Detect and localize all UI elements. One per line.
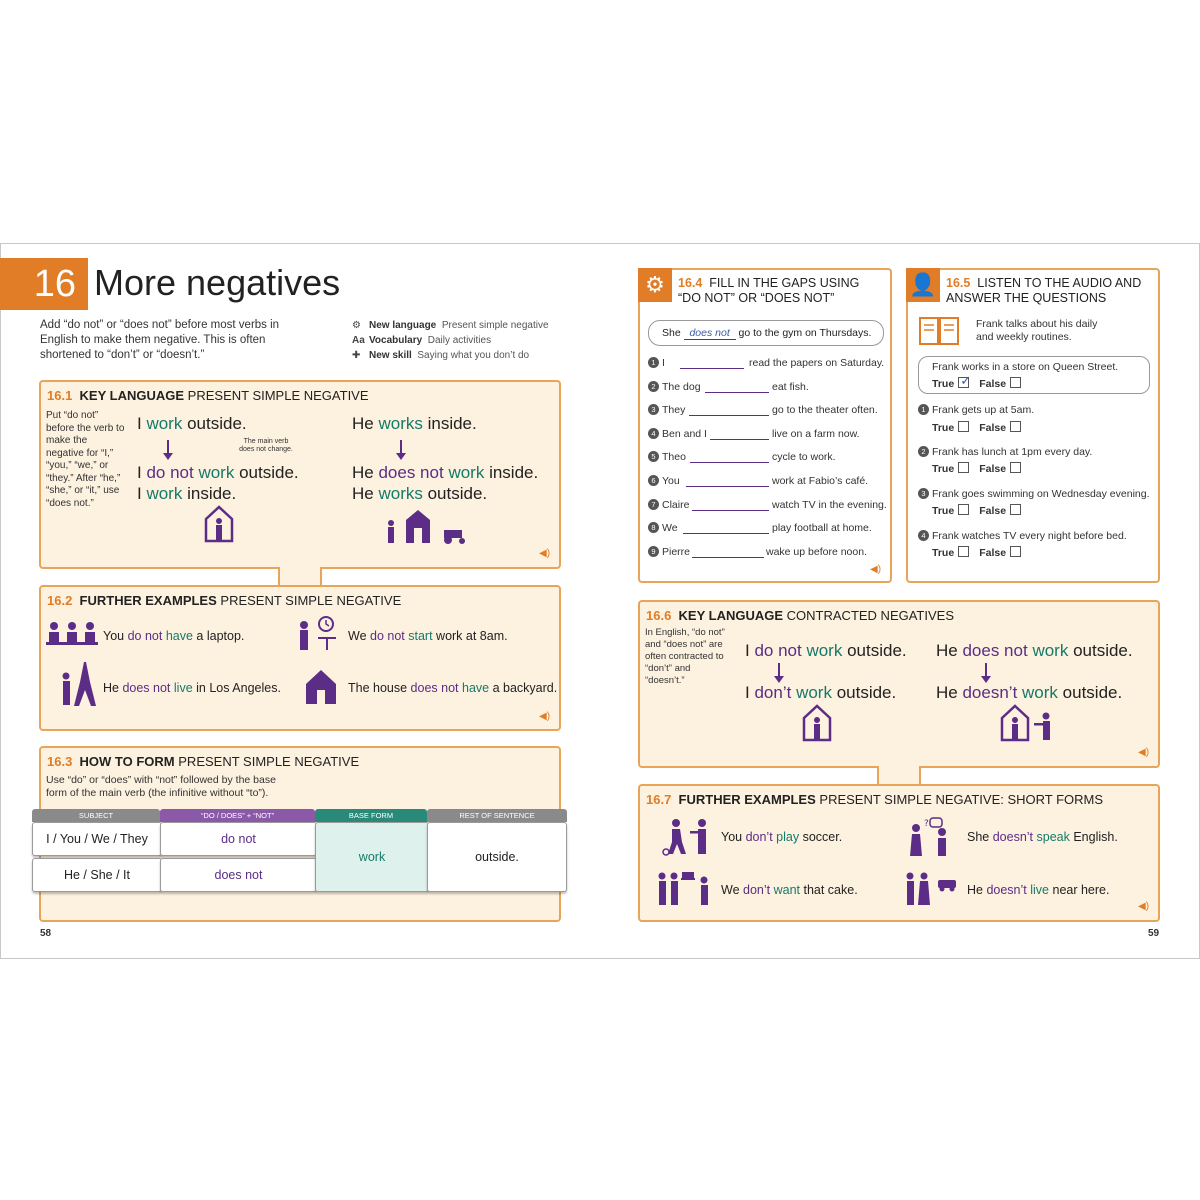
- gear-icon: ⚙: [352, 320, 361, 331]
- svg-text:?: ?: [924, 819, 929, 829]
- negative-cell: does not: [160, 858, 317, 892]
- checkbox-false[interactable]: [1010, 462, 1021, 473]
- gap-row-6-rest: work at Fabio’s café.: [772, 475, 869, 487]
- gap-row-9: 9 Pierre: [648, 545, 690, 559]
- speaker-icon[interactable]: ◀): [539, 548, 551, 559]
- example-sentence: We do not start work at 8am.: [348, 629, 508, 643]
- example-answer: True ✓ False: [932, 377, 1031, 390]
- example-sentence: She does not go to the gym on Thursdays.: [662, 327, 872, 339]
- example-sentence: You don’t play soccer.: [721, 830, 843, 844]
- example-line: I do not work outside.: [745, 641, 907, 660]
- gap-row-2-rest: eat fish.: [772, 381, 809, 393]
- gap-input-3[interactable]: [689, 415, 769, 416]
- gap-input-9[interactable]: [692, 557, 764, 558]
- example-sentence: The house does not have a backyard.: [348, 681, 558, 695]
- arrow-down-icon: [167, 440, 169, 454]
- example-line: He does not work inside.: [352, 463, 539, 482]
- gap-row-4: 4 Ben and I: [648, 427, 707, 441]
- gap-row-6: 6 You: [648, 474, 680, 488]
- arrow-down-icon: [400, 440, 402, 454]
- page-number-right: 59: [1148, 928, 1160, 939]
- true-false-1[interactable]: True False: [932, 421, 1031, 434]
- negative-cell: do not: [160, 822, 317, 856]
- example-line: I work inside.: [137, 484, 237, 503]
- example-line: I don’t work outside.: [745, 683, 897, 702]
- gap-input-8[interactable]: [683, 533, 769, 534]
- example-line: I work outside.: [137, 414, 247, 433]
- gap-row-4-rest: live on a farm now.: [772, 428, 860, 440]
- column-header-do-does-not: “DO / DOES” + “NOT”: [160, 809, 315, 822]
- gears-icon: ⚙: [638, 268, 672, 302]
- rest-of-sentence-cell: outside.: [427, 822, 567, 892]
- panel-16-1-note: Put “do not” before the verb to make the negative for “I,” “you,” “we,” or “they.” After “he,” “she,” or “it,” use “does not.”: [46, 410, 125, 509]
- panel-16-7-heading: 16.7 FURTHER EXAMPLES PRESENT SIMPLE NEGATIVE: SHORT FORMS: [646, 792, 1104, 807]
- notebook-icon: [918, 316, 962, 346]
- main-verb-note: The main verb does not change.: [239, 438, 293, 453]
- arrow-down-icon: [778, 663, 780, 677]
- panel-16-2-heading: 16.2 FURTHER EXAMPLES PRESENT SIMPLE NEGATIVE: [47, 593, 402, 608]
- house-worker-outside-icon: [1000, 704, 1056, 742]
- eiffel-tower-icon: [58, 660, 98, 708]
- gap-row-3: 3 They: [648, 403, 685, 417]
- speaker-icon[interactable]: ◀): [1138, 747, 1150, 758]
- true-false-4[interactable]: True False: [932, 546, 1031, 559]
- exercise-16-5-intro: Frank talks about his daily and weekly routines.: [976, 318, 1098, 343]
- house-worker-icon: [204, 505, 234, 543]
- checkbox-true[interactable]: [958, 546, 969, 557]
- gap-row-1-rest: read the papers on Saturday.: [749, 357, 885, 369]
- gap-input-5[interactable]: [690, 462, 769, 463]
- checkbox-false[interactable]: [1010, 504, 1021, 515]
- question-2: 2 Frank has lunch at 1pm every day.: [918, 446, 1092, 458]
- column-header-subject: SUBJECT: [32, 809, 160, 822]
- meta-vocabulary: Aa Vocabulary Daily activities: [352, 335, 492, 346]
- gap-input-1[interactable]: [680, 368, 744, 369]
- exercise-16-4-heading: 16.4 FILL IN THE GAPS USING “DO NOT” OR “DOES NOT”: [678, 276, 860, 305]
- example-sentence: He doesn’t live near here.: [967, 883, 1110, 897]
- gap-row-2: 2 The dog: [648, 380, 701, 394]
- unit-number: 16: [0, 258, 88, 310]
- checkbox-true[interactable]: [958, 462, 969, 473]
- example-line: He works outside.: [352, 484, 488, 503]
- page-number-left: 58: [40, 928, 52, 939]
- gap-input-4[interactable]: [710, 439, 769, 440]
- page-edge-left: [0, 243, 1, 959]
- unit-title: More negatives: [94, 262, 341, 303]
- meta-new-skill: ✚ New skill Saying what you don’t do: [352, 350, 530, 361]
- panel-connector: [278, 567, 322, 587]
- soccer-players-icon: [662, 818, 712, 858]
- example-line: I do not work outside.: [137, 463, 299, 482]
- question-3: 3 Frank goes swimming on Wednesday evening.: [918, 488, 1150, 500]
- gap-input-7[interactable]: [692, 510, 769, 511]
- exercise-16-5-heading: 16.5 LISTEN TO THE AUDIO AND ANSWER THE QUESTIONS: [946, 276, 1142, 305]
- panel-16-6-note: In English, “do not” and “does not” are often contracted to “don’t” and “doesn’t.”: [645, 627, 725, 686]
- panel-16-6-heading: 16.6 KEY LANGUAGE CONTRACTED NEGATIVES: [646, 608, 955, 623]
- speaker-icon[interactable]: ◀): [539, 711, 551, 722]
- gap-row-8-rest: play football at home.: [772, 522, 872, 534]
- farm-icon: [384, 508, 474, 544]
- checkbox-false[interactable]: [1010, 421, 1021, 432]
- gap-input-6[interactable]: [686, 486, 769, 487]
- gap-input-2[interactable]: [705, 392, 769, 393]
- subject-cell: He / She / It: [32, 858, 162, 892]
- panel-16-2: [39, 585, 561, 731]
- people-car-icon: [902, 866, 958, 908]
- checkbox-false[interactable]: [1010, 546, 1021, 557]
- column-header-rest-of-sentence: REST OF SENTENCE: [427, 809, 567, 822]
- true-false-3[interactable]: True False: [932, 504, 1031, 517]
- puzzle-icon: ✚: [352, 350, 361, 361]
- example-line: He does not work outside.: [936, 641, 1133, 660]
- base-form-cell: work: [315, 822, 429, 892]
- gap-row-8: 8 We: [648, 521, 678, 535]
- panel-16-1-heading: 16.1 KEY LANGUAGE PRESENT SIMPLE NEGATIVE: [47, 388, 369, 403]
- example-line: He works inside.: [352, 414, 477, 433]
- speaking-people-icon: [906, 816, 952, 858]
- example-line: He doesn’t work outside.: [936, 683, 1123, 702]
- checkbox-true[interactable]: [958, 504, 969, 515]
- check-icon: ✓: [960, 373, 972, 388]
- panel-connector: [877, 766, 921, 786]
- true-false-2[interactable]: True False: [932, 462, 1031, 475]
- arrow-down-icon: [985, 663, 987, 677]
- cake-waiter-icon: [656, 866, 712, 908]
- column-header-base-form: BASE FORM: [315, 809, 427, 822]
- gap-row-5-rest: cycle to work.: [772, 451, 836, 463]
- question-4: 4 Frank watches TV every night before bed.: [918, 530, 1127, 542]
- example-sentence: We don’t want that cake.: [721, 883, 858, 897]
- worker-clock-icon: [294, 615, 338, 651]
- gap-row-5: 5 Theo: [648, 450, 686, 464]
- house-icon: [304, 668, 338, 706]
- example-sentence: You do not have a laptop.: [103, 629, 245, 643]
- vocabulary-icon: Aa: [352, 335, 365, 346]
- gap-row-3-rest: go to the theater often.: [772, 404, 878, 416]
- exercise-16-4: [638, 268, 892, 583]
- example-statement: Frank works in a store on Queen Street.: [932, 361, 1119, 373]
- meta-new-language: ⚙ New language Present simple negative: [352, 320, 549, 331]
- checkbox-true[interactable]: [958, 421, 969, 432]
- unit-intro: Add “do not” or “does not” before most verbs in English to make them negative. This is often shortened to “don’t” or “doesn’t.”: [40, 319, 280, 361]
- example-sentence: He does not live in Los Angeles.: [103, 681, 281, 695]
- gap-row-7-rest: watch TV in the evening.: [772, 499, 887, 511]
- subject-cell: I / You / We / They: [32, 822, 162, 856]
- example-sentence: She doesn’t speak English.: [967, 830, 1118, 844]
- gap-row-7: 7 Claire: [648, 498, 689, 512]
- panel-16-3-note: Use “do” or “does” with “not” followed by the base form of the main verb (the infinitive without “to”).: [46, 774, 276, 799]
- panel-16-7: [638, 784, 1160, 922]
- speaker-icon[interactable]: ◀): [1138, 901, 1150, 912]
- panel-16-3-heading: 16.3 HOW TO FORM PRESENT SIMPLE NEGATIVE: [47, 754, 360, 769]
- people-at-desk-icon: [46, 620, 98, 650]
- question-1: 1 Frank gets up at 5am.: [918, 404, 1034, 416]
- house-worker-icon: [802, 704, 832, 742]
- gap-row-9-rest: wake up before noon.: [766, 546, 867, 558]
- speaker-icon[interactable]: ◀): [870, 564, 882, 575]
- gap-row-1: 1 I: [648, 356, 665, 370]
- person-icon: 👤: [906, 268, 940, 302]
